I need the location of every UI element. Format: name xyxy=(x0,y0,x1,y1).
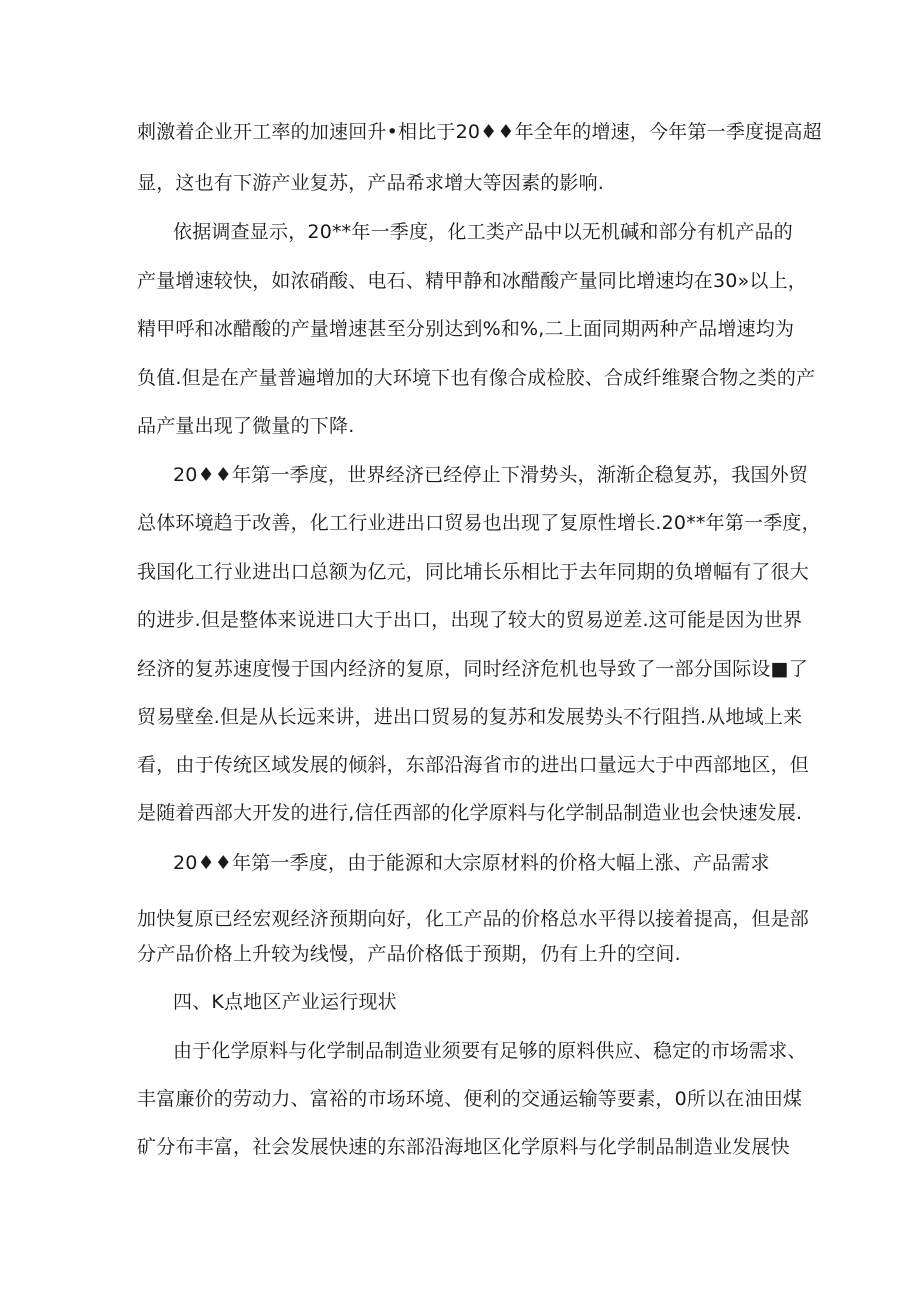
section-heading: 四、K点地区产业运行现状 xyxy=(173,991,397,1013)
text-line: 总体环境趋于改善，化工行业进出口贸易也出现了复原性增长.20**年第一季度， xyxy=(137,512,821,534)
text-line: 依据调查显示，20**年一季度，化工类产品中以无机碱和部分有机产品的 xyxy=(173,221,793,243)
text-line: 显，这也有下游产业复苏，产品希求增大等因素的影响. xyxy=(137,172,605,194)
text-line: 贸易壁垒.但是从长远来讲，进出口贸易的复苏和发展势头不行阻挡.从地域上来 xyxy=(137,706,803,728)
text-line: 由于化学原料与化学制品制造业须要有足够的原料供应、稳定的市场需求、 xyxy=(173,1040,807,1062)
text-line: 负值.但是在产量普遍增加的大环境下也有像合成检胶、合成纤维聚合物之类的产 xyxy=(137,367,816,389)
text-line: 分产品价格上升较为线慢，产品价格低于预期，仍有上升的空间. xyxy=(137,943,681,965)
text-line: 产量增速较快，如浓硝酸、电石、精甲静和冰醋酸产量同比增速均在30»以上， xyxy=(137,270,808,292)
text-line: 品产量出现了微量的下降. xyxy=(137,415,355,437)
text-line: 我国化工行业进出口总额为亿元，同比埔长乐相比于去年同期的负增幅有了很大 xyxy=(137,561,810,583)
text-line: 20♦♦年第一季度，世界经济已经停止下滑势头，渐渐企稳复苏，我国外贸 xyxy=(173,464,809,486)
text-line: 刺激着企业开工率的加速回升•相比于20♦♦年全年的增速，今年第一季度提高超 xyxy=(137,121,822,143)
text-line: 的进步.但是整体来说进口大于出口，出现了较大的贸易逆差.这可能是因为世界 xyxy=(137,609,803,631)
text-line: 矿分布丰富，社会发展快速的东部沿海地区化学原料与化学制品制造业发展快 xyxy=(137,1136,790,1158)
text-line: 精甲呼和冰醋酸的产量增速甚至分别达到%和%,二上面同期两种产品增速均为 xyxy=(137,318,795,340)
text-line: 加快复原已经宏观经济预期向好，化工产品的价格总水平得以接着提高，但是部 xyxy=(137,908,810,930)
text-line: 是随着西部大开发的进行,信任西部的化学原料与化学制品制造业也会快速发展. xyxy=(137,802,803,824)
text-line: 看，由于传统区域发展的倾斜，东部沿海省市的进出口量远大于中西部地区，但 xyxy=(137,754,810,776)
text-line: 20♦♦年第一季度，由于能源和大宗原材料的价格大幅上涨、产品需求 xyxy=(173,852,770,874)
text-line: 经济的复苏速度慢于国内经济的复原，同时经济危机也导致了一部分国际设■了 xyxy=(137,658,808,680)
text-line: 丰富廉价的劳动力、富裕的市场环境、便利的交通运输等要素，0所以在油田煤 xyxy=(137,1088,803,1110)
